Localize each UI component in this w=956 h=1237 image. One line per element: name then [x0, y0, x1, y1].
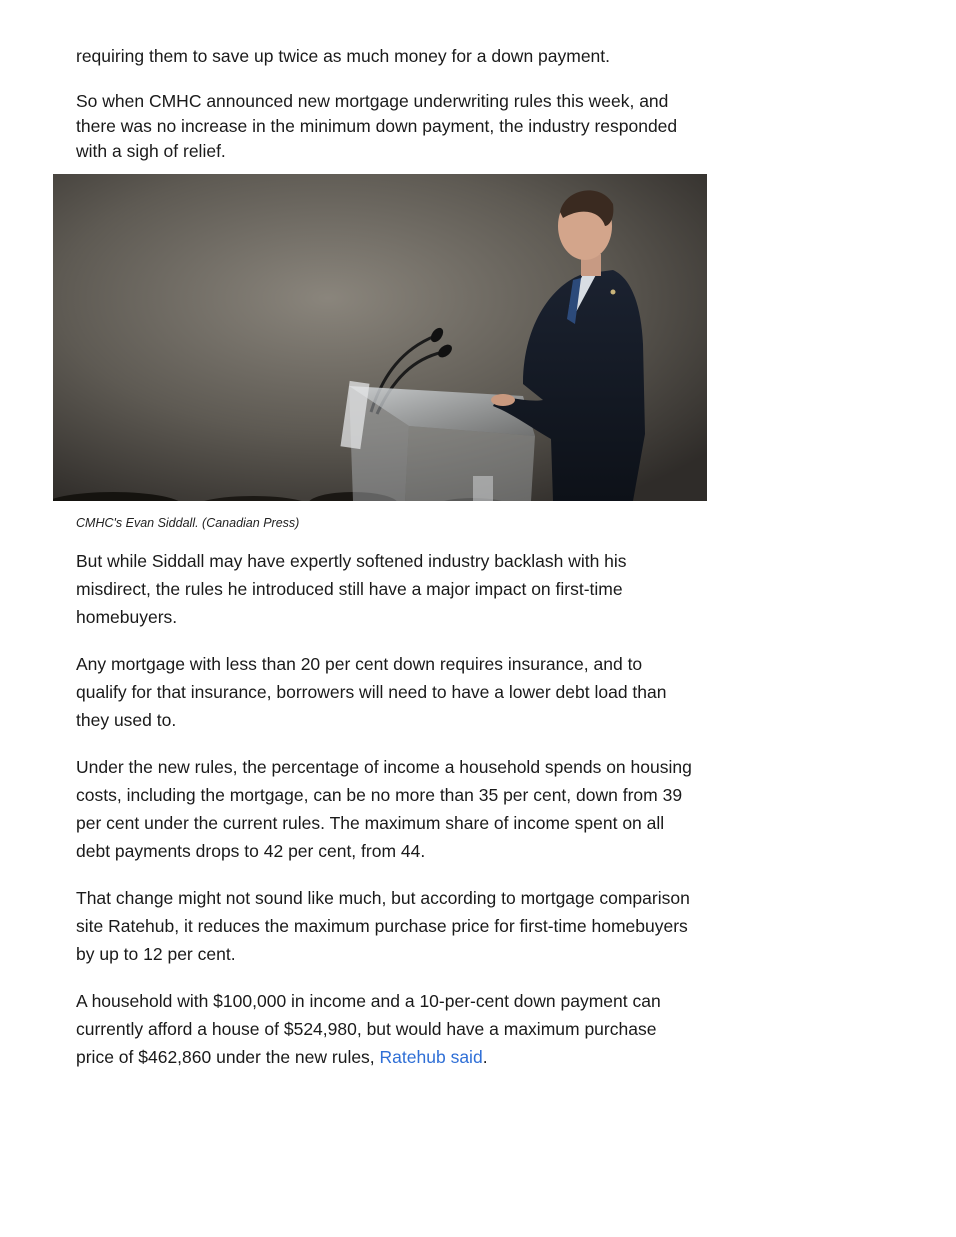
paragraph-7 [76, 987, 696, 1071]
paragraph-3: But while Siddall may have expertly softened industry backlash with his misdirect, the rules he introduced still have a major impact on first-time homebuyers. [76, 551, 627, 627]
paragraph-6: That change might not sound like much, but according to mortgage comparison site Ratehub, it reduces the maximum purchase price for first-time homebuyers by up to 12 per cent. [76, 888, 690, 964]
article-photo [53, 174, 707, 501]
photo-caption: CMHC's Evan Siddall. (Canadian Press) [76, 516, 300, 530]
paragraph-5: Under the new rules, the percentage of income a household spends on housing costs, including the mortgage, can be no more than 35 per cent, down from 39 per cent under the current rules. The maximum share of income spent on all debt payments drops to 42 per cent, from 44. [76, 757, 692, 861]
article-body [76, 44, 696, 1071]
ratehub-said-link[interactable]: Ratehub said [379, 1047, 483, 1067]
paragraph-4: Any mortgage with less than 20 per cent down requires insurance, and to qualify for that insurance, borrowers will need to have a lower debt load than they used to. [76, 654, 667, 730]
paragraph-1: requiring them to save up twice as much money for a down payment. [76, 46, 611, 66]
paragraph-7-end: . [482, 1047, 488, 1067]
paragraph-7-text: A household with $100,000 in income and a 10-per-cent down payment can currently afford a house of $524,980, but would have a maximum purchase price of $462,860 under the new rules, [76, 991, 661, 1067]
speaker-at-podium-illustration [53, 174, 707, 501]
paragraph-2: So when CMHC announced new mortgage underwriting rules this week, and there was no increase in the minimum down payment, the industry responded with a sigh of relief. [76, 91, 678, 161]
